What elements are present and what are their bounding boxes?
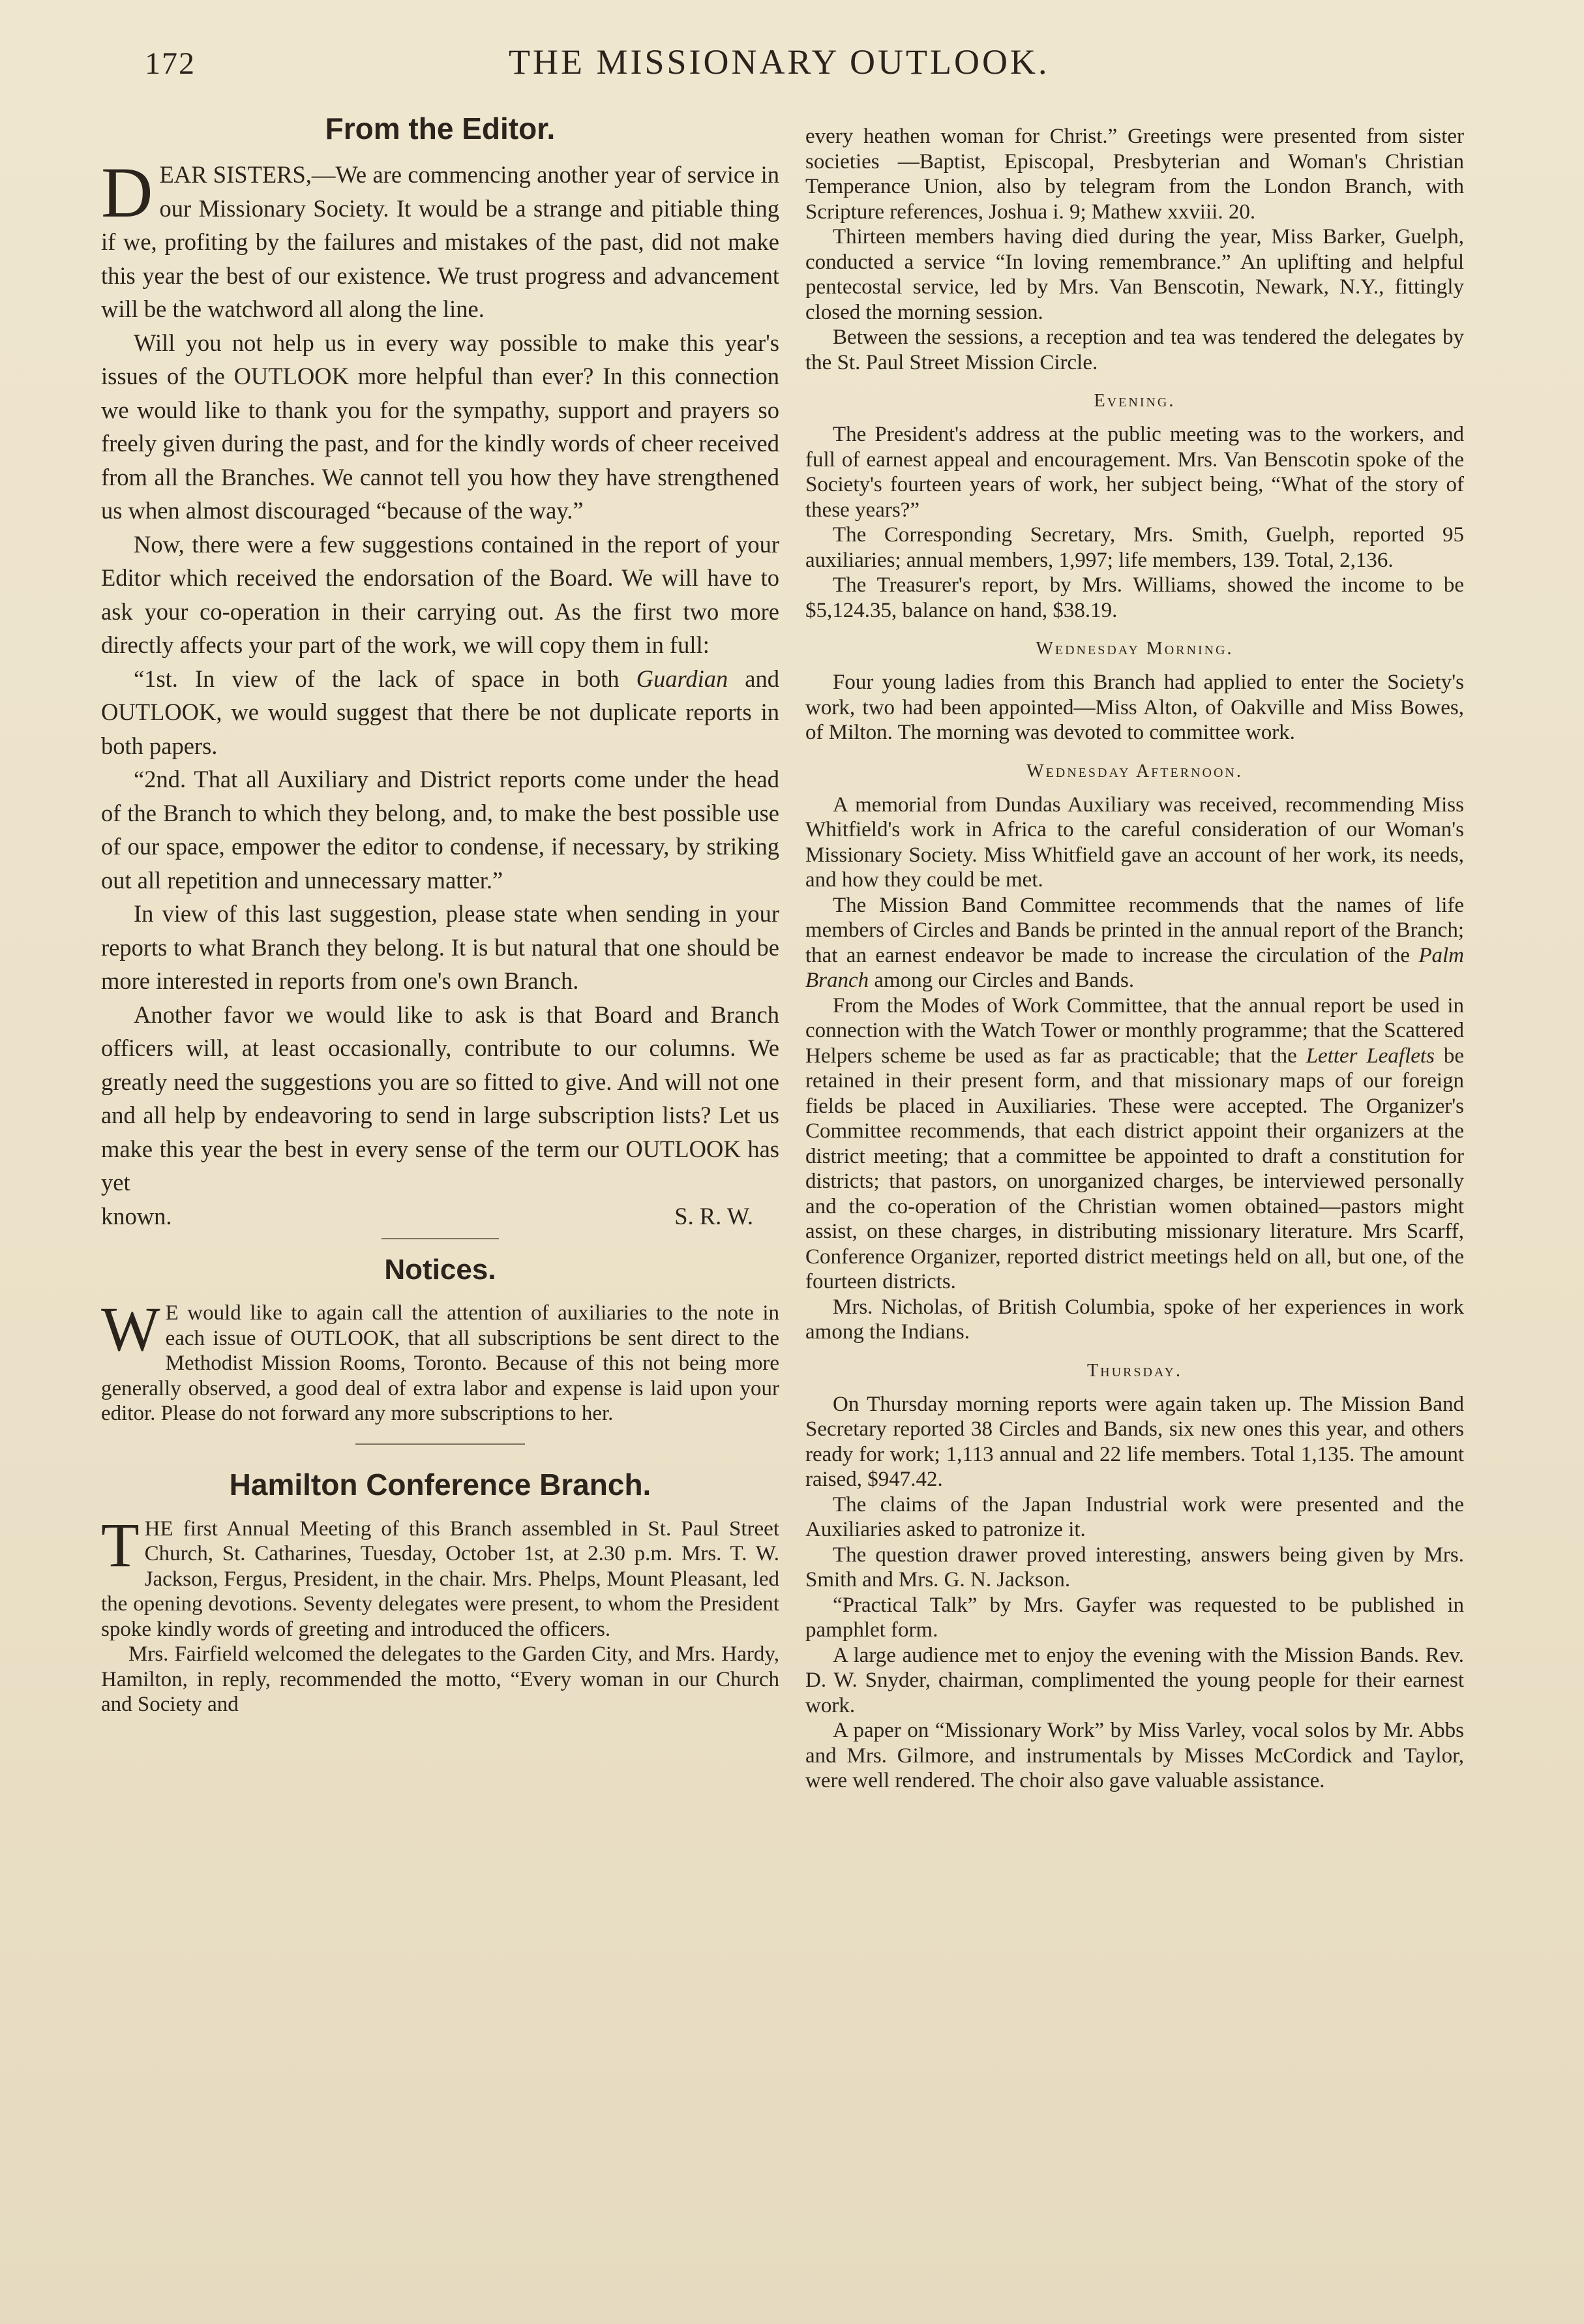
running-head-title: THE MISSIONARY OUTLOOK. [509,42,1050,82]
editor-paragraph-3: Now, there were a few suggestions contained in the report of your Editor which received the endorsation of the Board. We will have to ask your co-operation in their carrying out. As the first two more directly affects your part of the work, we will copy them in full: [101,530,779,658]
editor-heading: From the Editor. [325,112,556,145]
r9-text-b: among our Circles and Bands. [869,969,1135,992]
report-paragraph [805,893,1464,993]
notices-heading: Notices. [384,1254,496,1286]
right-column [805,124,1464,1794]
subhead-evening: Evening. [1094,391,1176,411]
report-paragraph: On Thursday morning reports were again taken up. The Mission Band Secretary reported 38 Circles and Bands, six new ones this year, and others ready for work; 1,113 annual and 22 life members. Total 1,135. The amount raised, $947.42. [805,1392,1464,1491]
section-divider [355,1443,525,1445]
editor-p1-text: EAR SISTERS,—We are commencing another year of service in our Missionary Society. It would be a strange and pitiable thing if we, profiting by the failures and mistakes of the past, did not make this year the best of our existence. We trust progress and advancement will be the watchword all along the line. [101,161,779,322]
report-paragraph: The claims of the Japan Industrial work were presented and the Auxiliaries asked to patronize it. [805,1492,1464,1541]
report-paragraph: A memorial from Dundas Auxiliary was received, recommending Miss Whitfield's work in Africa to the careful consideration of our Woman's Missionary Society. Miss Whitfield gave an account of her work, its needs, and how they could be met. [805,792,1464,892]
r9-text-a: The Mission Band Committee recommends that the names of life members of Circles and Bands be printed in the annual report of the Branch; that an earnest endeavor be made to increase the circulation of the [805,893,1464,967]
notices-text: E would like to again call the attention of auxiliaries to the note in each issue of OUTLOOK, that all subscriptions be sent direct to the Methodist Mission Rooms, Toronto. Because of this not being more generally observed, a good deal of extra labor and expense is laid upon your editor. Please do not forward any more subscriptions to her. [101,1301,779,1425]
report-paragraph: Thirteen members having died during the year, Miss Barker, Guelph, conducted a service “In loving remembrance.” An uplifting and helpful pentecostal service, led by Mrs. Van Benscotin, Newark, N.Y., fittingly closed the morning session. [805,225,1464,324]
drop-cap-t: T [101,1509,140,1580]
signoff-known: known. [101,1202,172,1230]
report-paragraph: “Practical Talk” by Mrs. Gayfer was requested to be published in pamphlet form. [805,1593,1464,1642]
hamilton-heading: Hamilton Conference Branch. [229,1467,651,1502]
report-paragraph: The Treasurer's report, by Mrs. Williams, showed the income to be $5,124.35, balance on hand, $38.19. [805,573,1464,622]
report-paragraph: Between the sessions, a reception and tea was tendered the delegates by the St. Paul Street Mission Circle. [805,325,1464,374]
editor-paragraph-6: In view of this last suggestion, please state when sending in your reports to what Branch they belong. It is but natural that one should be more interested in reports from one's own Branch. [101,900,779,994]
report-paragraph: Four young ladies from this Branch had applied to enter the Society's work, two had been appointed—Miss Alton, of Oakville and Miss Bowes, of Milton. The morning was devoted to committee work. [805,671,1464,744]
report-paragraph: The Corresponding Secretary, Mrs. Smith, Guelph, reported 95 auxiliaries; annual members, 1,997; life members, 139. Total, 2,136. [805,523,1464,572]
subhead-wednesday-afternoon: Wednesday Afternoon. [1026,761,1243,781]
notices-paragraph [101,1294,779,1426]
p4-text-b: and OUTLOOK, we would suggest that there be not duplicate reports in both papers. [101,665,779,759]
editor-paragraph-2: Will you not help us in every way possible to make this year's issues of the OUTLOOK more helpful than ever? In this connection we would like to thank you for the sympathy, support and prayers so freely given during the past, and for the kindly words of cheer received from all the Branches. We cannot tell you how they have strengthened us when almost discouraged “because of the way.” [101,329,779,524]
subhead-wednesday-morning: Wednesday Morning. [1036,639,1234,659]
section-divider [381,1238,499,1239]
hamilton-paragraph-1 [101,1509,779,1642]
editor-paragraph-7: Another favor we would like to ask is that Board and Branch officers will, at least occasionally, contribute to our columns. We greatly need the suggestions you are so fitted to give. And will not one and all help by endeavoring to send in large subscription lists? Let us make this year the best in every sense of the term our OUTLOOK has yet [101,1001,779,1196]
editor-paragraph-5: “2nd. That all Auxiliary and District reports come under the head of the Branch to which they belong, and, to make the best possible use of our space, empower the editor to condense, if necessary, by striking out all repetition and unnecessary matter.” [101,766,779,894]
report-paragraph: The question drawer proved interesting, answers being given by Mrs. Smith and Mrs. G. N. Jackson. [805,1543,1464,1592]
hamilton-p1-text: HE first Annual Meeting of this Branch assembled in St. Paul Street Church, St. Catharines, Tuesday, October 1st, at 2.30 p.m. Mrs. T. W. Jackson, Fergus, President, in the chair. Mrs. Phelps, Mount Pleasant, led the opening devotions. Seventy delegates were present, to whom the President spoke kindly words of greeting and introduced the officers. [101,1517,779,1641]
editor-signoff [101,1200,779,1233]
r10-text-a: From the Modes of Work Committee, that the annual report be used in connection with the Watch Tower or monthly programme; that the Scattered Helpers scheme be used as far as practicable; that the [805,993,1464,1068]
drop-cap-d: D [101,153,153,232]
editor-signature: S. R. W. [674,1202,753,1230]
report-paragraph: A large audience met to enjoy the evening with the Mission Bands. Rev. D. W. Snyder, chairman, complimented the young people for their earnest work. [805,1643,1464,1717]
report-paragraph [805,993,1464,1295]
report-paragraph: every heathen woman for Christ.” Greetings were presented from sister societies —Baptist, Episcopal, Presbyterian and Woman's Christian Temperance Union, also by telegram from the London Branch, with Scripture references, Joshua i. 9; Mathew xxviii. 20. [805,125,1464,224]
page-number: 172 [145,46,196,81]
editor-paragraph-4 [101,662,779,763]
report-paragraph: The President's address at the public meeting was to the workers, and full of earnest appeal and encouragement. Mrs. Van Benscotin spoke of the Society's fourteen years of work, her subject being, “What of the story of these years?” [805,423,1464,522]
letter-leaflets-title: Letter Leaflets [1306,1044,1435,1068]
hamilton-paragraph-2: Mrs. Fairfield welcomed the delegates to the Garden City, and Mrs. Hardy, Hamilton, in reply, recommended the motto, “Every woman in our Church and Society and [101,1642,779,1716]
left-column [101,111,779,1717]
p4-text-a: “1st. In view of the lack of space in both [134,665,636,692]
drop-cap-w: W [101,1294,160,1364]
report-paragraph: A paper on “Missionary Work” by Miss Varley, vocal solos by Mr. Abbs and Mrs. Gilmore, and instrumentals by Misses McCordick and Taylor, were well rendered. The choir also gave valuable assistance. [805,1719,1464,1792]
report-paragraph: Mrs. Nicholas, of British Columbia, spoke of her experiences in work among the Indians. [805,1295,1464,1344]
guardian-title: Guardian [636,665,728,692]
editor-paragraph-1 [101,153,779,326]
r10-text-b: be retained in their present form, and that missionary maps of our foreign fields be placed in Auxiliaries. These were accepted. The Organizer's Committee recommends, that each district appoint their organizers at the district meeting; that a committee be appointed to draft a constitution for districts; that pastors, on unorganized charges, be interviewed personally and the co-operation of the Christian women obtained—pastors might assist, on these charges, in distributing missionary literature. Mrs Scarff, Conference Organizer, reported district meetings held on all, but one, of the fourteen districts. [805,1044,1465,1293]
palm-branch-title: Palm Branch [805,943,1464,992]
subhead-thursday: Thursday. [1087,1360,1182,1381]
